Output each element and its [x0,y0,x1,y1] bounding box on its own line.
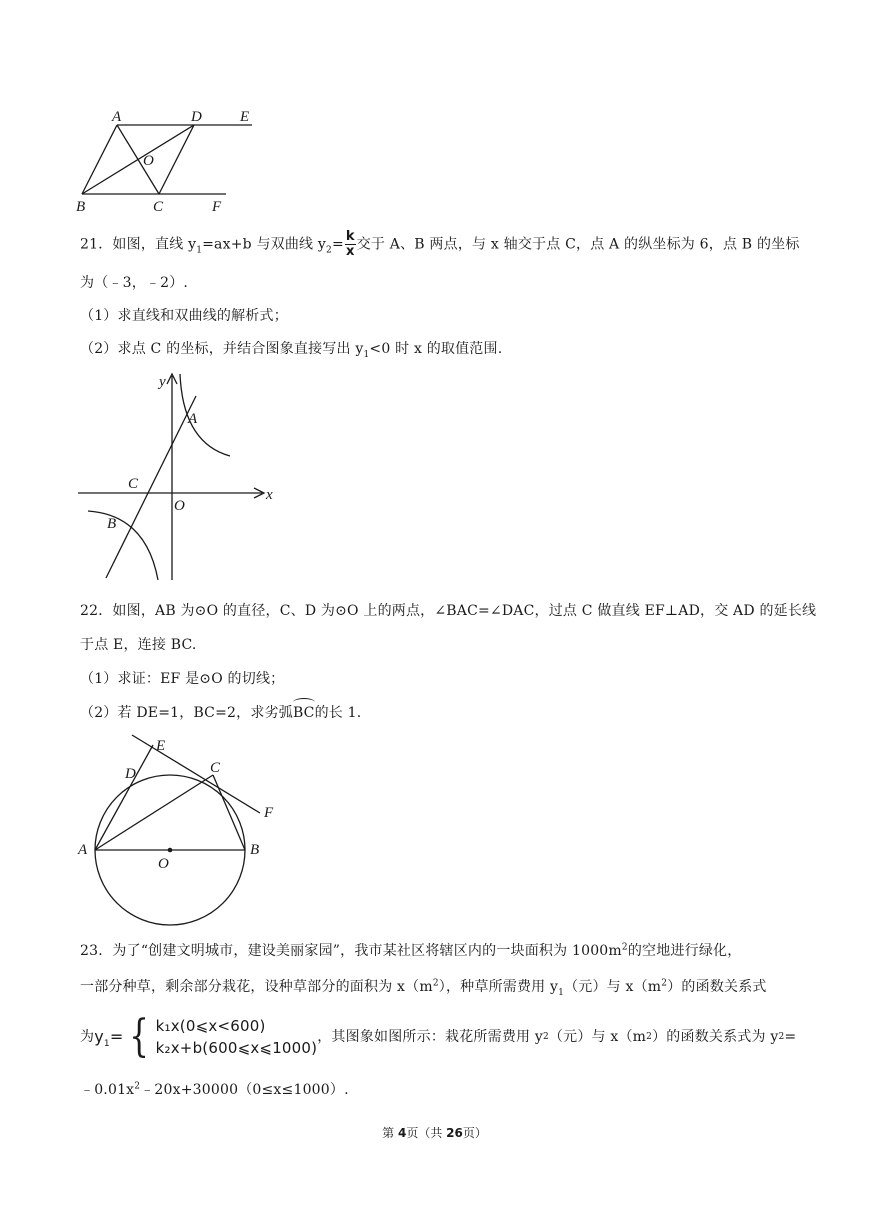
arc-bc: BC [292,705,315,721]
q21-line1: 21．如图，直线 $y_1=ax+b$ 与双曲线 $y_2=$ $\frac{k}{x}$ 交于 A、B 两点，与 x 轴交于点 C，点 A 的纵坐标为 6，点 B 的坐标 [80,229,800,259]
label-a: A [78,842,88,858]
label-e: E [240,109,250,125]
q23-line2: 一部分种草，剩余部分栽花，设种草部分的面积为 $x(m^2)$，种草所需费用 $y_1$（元）与 $x(m^2)$的函数关系式 [80,978,767,998]
parallelogram-figure [70,105,270,215]
label-o: O [143,153,154,169]
circle-figure [70,730,285,930]
q21-line2: 为（﹣3，﹣2）. [80,275,189,291]
label-c: C [128,476,139,492]
label-x: x [266,487,273,503]
fraction-k-over-x: $\frac{k}{x}$ [345,229,355,259]
q22-part2: （2）若 DE=1，BC=2，求劣弧BC的长 1. [80,705,362,721]
label-d: D [191,109,202,125]
label-f: F [264,805,274,821]
q23-line4: $﹣0.01x^2﹣20x+30000(0\le x\le 1000)$. [80,1081,349,1098]
case-2: k₂x+b(600⩽x⩽1000) [155,1039,318,1057]
q22-line1: 22．如图，AB 为⊙O 的直径，C、D 为⊙O 上的两点，∠BAC=∠DAC，过点 C 做直线 EF⊥AD，交 AD 的延长线 [80,603,817,619]
q21-part1: （1）求直线和双曲线的解析式； [80,308,288,324]
label-a: A [112,109,122,125]
q23-line1: 23．为了“创建文明城市，建设美丽家园”，我市某社区将辖区内的一块面积为 $1000m^2$的空地进行绿化， [80,942,742,959]
page-number: 4 [397,1126,407,1140]
page-footer: 第 4页（共 26页） [382,1126,487,1140]
q21-part2: （2）求点 C 的坐标，并结合图象直接写出 $y_1<0$ 时 x 的取值范围. [80,341,503,360]
q22-part1: （1）求证：EF 是⊙O 的切线； [80,671,285,687]
label-c: C [153,199,164,215]
label-f: F [212,199,222,215]
label-y: y [159,374,166,390]
label-o: O [174,498,185,514]
q23-line3: 为 $y_1=$ { k₁x(0⩽x<600) k₂x+b(600⩽x⩽1000) ，其图象如图所示：栽花所需费用 y 2 （元）与 x（m 2 ）的函数关系式为 y 2 = [80,1011,797,1062]
label-a: A [188,411,198,427]
label-d: D [125,766,136,782]
label-b: B [76,199,86,215]
label-b: B [107,516,117,532]
case-1: k₁x(0⩽x<600) [155,1017,266,1035]
q22-line2: 于点 E，连接 BC. [80,637,197,653]
hyperbola-figure [70,368,285,588]
label-o: O [158,856,169,872]
total-pages: 26 [446,1126,463,1140]
piecewise-function: $y_1=$ { k₁x(0⩽x<600) k₂x+b(600⩽x⩽1000) [94,1011,318,1062]
label-e: E [156,738,166,754]
label-b: B [250,842,260,858]
label-c: C [210,760,221,776]
